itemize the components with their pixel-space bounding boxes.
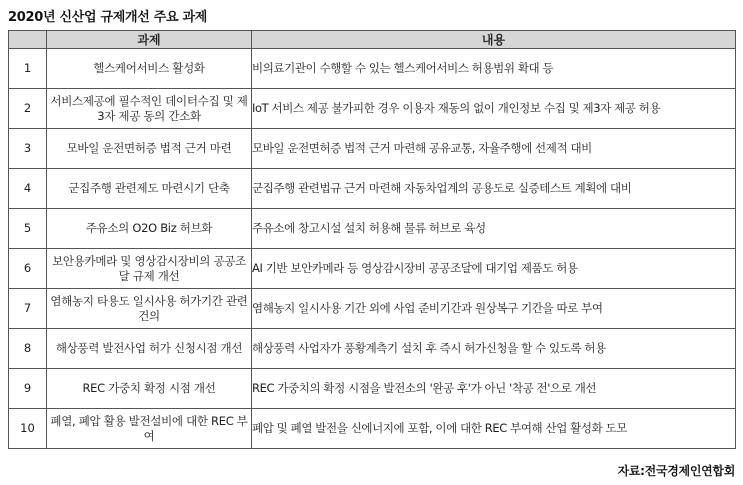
header-task: 과제 [47,31,252,49]
row-number: 4 [9,169,47,209]
row-task: 군집주행 관련제도 마련시기 단축 [47,169,252,209]
row-number: 7 [9,289,47,329]
row-content: AI 기반 보안카메라 등 영상감시장비 공공조달에 대기업 제품도 허용 [252,249,736,289]
row-number: 6 [9,249,47,289]
row-number: 9 [9,369,47,409]
row-task: 해상풍력 발전사업 허가 신청시점 개선 [47,329,252,369]
table-row [9,89,736,129]
table-row [9,129,736,169]
table-row [9,369,736,409]
row-task: 폐열, 폐압 활용 발전설비에 대한 REC 부여 [47,409,252,449]
table-row [9,329,736,369]
row-content: REC 가중치의 확정 시점을 발전소의 '완공 후'가 아닌 '착공 전'으로 개선 [252,369,736,409]
row-task: REC 가중치 확정 시점 개선 [47,369,252,409]
row-number: 10 [9,409,47,449]
row-content: 모바일 운전면허증 법적 근거 마련해 공유교통, 자율주행에 선제적 대비 [252,129,736,169]
row-task: 헬스케어서비스 활성화 [47,49,252,89]
row-task: 모바일 운전면허증 법적 근거 마련 [47,129,252,169]
table-row [9,209,736,249]
row-task: 보안용카메라 및 영상감시장비의 공공조달 규제 개선 [47,249,252,289]
row-number: 8 [9,329,47,369]
row-content: IoT 서비스 제공 불가피한 경우 이용자 재동의 없이 개인정보 수집 및 제3자 제공 허용 [252,89,736,129]
table-header-row [9,31,736,49]
table-row [9,49,736,89]
row-number: 1 [9,49,47,89]
regulation-table [8,30,736,449]
table-row [9,249,736,289]
row-number: 3 [9,129,47,169]
row-task: 서비스제공에 필수적인 데이터수집 및 제3자 제공 동의 간소화 [47,89,252,129]
row-content: 염해농지 일시사용 기간 외에 사업 준비기간과 원상복구 기간을 따로 부여 [252,289,736,329]
row-number: 5 [9,209,47,249]
row-content: 군집주행 관련법규 근거 마련해 자동차업계의 공용도로 실증테스트 계획에 대비 [252,169,736,209]
table-row [9,289,736,329]
row-content: 주유소에 창고시설 설치 허용해 물류 허브로 육성 [252,209,736,249]
table-title: 2020년 신산업 규제개선 주요 과제 [8,10,207,25]
row-task: 주유소의 O2O Biz 허브화 [47,209,252,249]
header-number [9,31,47,49]
row-content: 폐압 및 폐열 발전을 신에너지에 포함, 이에 대한 REC 부여해 산업 활성화 도모 [252,409,736,449]
row-number: 2 [9,89,47,129]
row-content: 해상풍력 사업자가 풍황계측기 설치 후 즉시 허가신청을 할 수 있도록 허용 [252,329,736,369]
table-row [9,169,736,209]
source-note: 자료:전국경제인연합회 [617,464,735,478]
row-task: 염해농지 타용도 일시사용 허가기간 관련 건의 [47,289,252,329]
header-content: 내용 [252,31,736,49]
row-content: 비의료기관이 수행할 수 있는 헬스케어서비스 허용범위 확대 등 [252,49,736,89]
table-row [9,409,736,449]
